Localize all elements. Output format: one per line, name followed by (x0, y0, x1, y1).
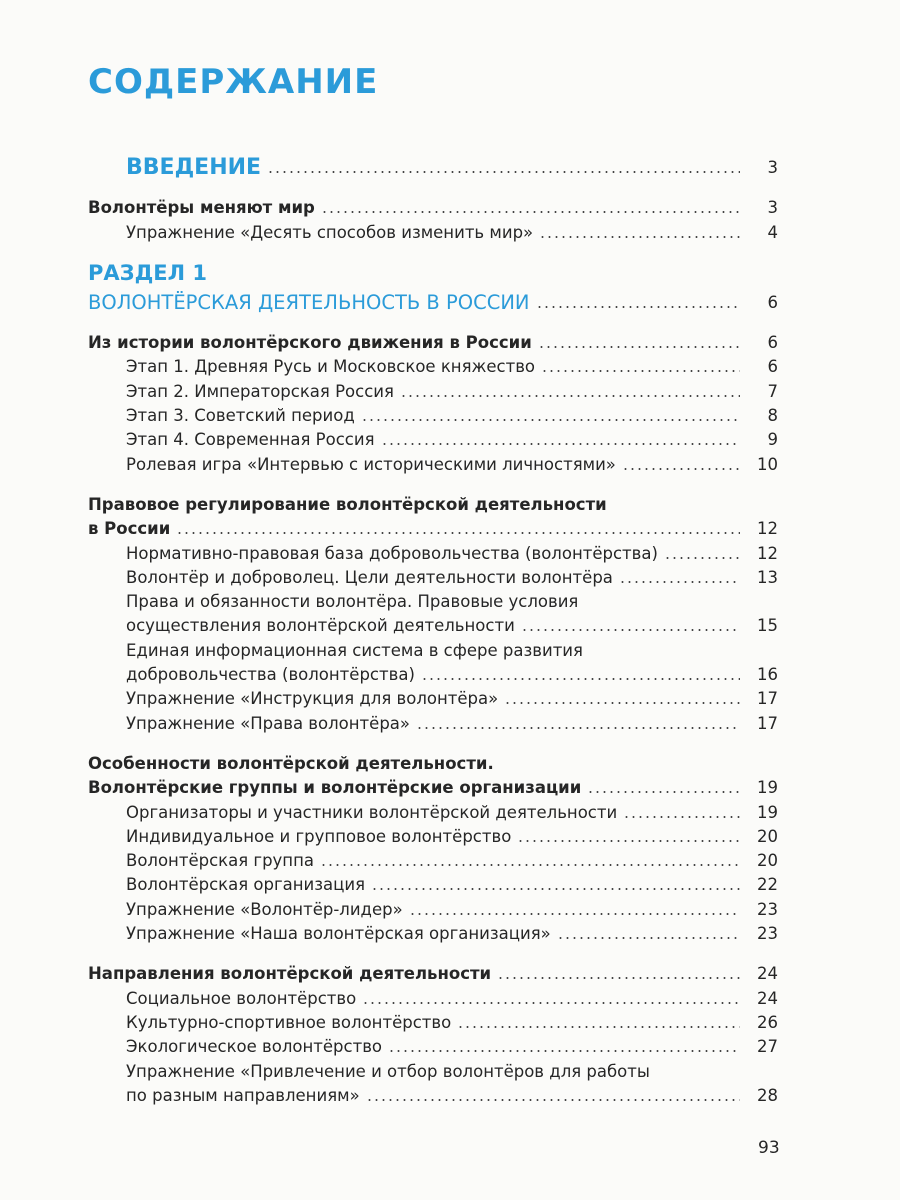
toc-entry-title: Культурно-спортивное волонтёрство (126, 1012, 452, 1032)
toc-entry-page: 17 (757, 713, 778, 733)
toc-entry (88, 614, 778, 638)
toc-entry (88, 379, 778, 403)
dot-leader (381, 442, 740, 446)
toc-entry-page: 7 (767, 381, 778, 401)
toc-entry (88, 1035, 778, 1059)
toc-entry-page: 27 (757, 1037, 778, 1057)
toc-entry (88, 1059, 778, 1083)
toc-entry-page: 28 (757, 1085, 778, 1105)
dot-leader (622, 467, 740, 471)
dot-leader (536, 305, 740, 309)
toc-entry (88, 404, 778, 428)
page-title: СОДЕРЖАНИЕ (88, 62, 379, 102)
toc-entry-title: Этап 1. Древняя Русь и Московское княжество (126, 357, 536, 377)
toc-entry-title: осуществления волонтёрской деятельности (126, 616, 515, 636)
toc-entry-title: РАЗДЕЛ 1 (88, 260, 207, 285)
toc-entry-title: Этап 4. Современная Россия (126, 430, 375, 450)
toc-entry-page: 20 (757, 851, 778, 871)
toc-entry (88, 986, 778, 1010)
toc-entry-title: в России (88, 519, 171, 539)
toc-entry-title: Волонтёр и доброволец. Цели деятельности волонтёра (126, 567, 613, 587)
toc-entry (88, 776, 778, 800)
toc-entry-page: 20 (757, 826, 778, 846)
dot-leader (400, 394, 740, 398)
toc-entry-page: 24 (757, 988, 778, 1008)
toc-entry-title: Волонтёрские группы и волонтёрские организации (88, 778, 582, 798)
toc-entry-title: Организаторы и участники волонтёрской деятельности (126, 802, 618, 822)
toc-entry-title: Права и обязанности волонтёра. Правовые условия (126, 592, 579, 612)
dot-leader (619, 580, 740, 584)
toc-entry (88, 590, 778, 614)
dot-leader (539, 235, 740, 239)
dot-leader (416, 726, 740, 730)
toc-entry-title: Правовое регулирование волонтёрской деятельности (88, 494, 607, 514)
toc-entry-title: Упражнение «Десять способов изменить мир» (126, 222, 534, 242)
dot-leader (409, 912, 740, 916)
dot-leader (517, 839, 740, 843)
toc-entry-title: Из истории волонтёрского движения в России (88, 333, 532, 353)
toc-entry (88, 517, 778, 541)
toc-entry (88, 285, 778, 315)
table-of-contents (88, 152, 778, 1108)
toc-entry (88, 452, 778, 476)
toc-entry-title: Единая информационная система в сфере развития (126, 640, 583, 660)
toc-entry (88, 711, 778, 735)
toc-entry (88, 849, 778, 873)
dot-leader (497, 976, 740, 980)
toc-entry-title: ВОЛОНТЁРСКАЯ ДЕЯТЕЛЬНОСТЬ В РОССИИ (88, 290, 530, 314)
toc-entry (88, 152, 778, 180)
dot-leader (320, 863, 740, 867)
dot-leader (457, 1025, 740, 1029)
toc-entry-page: 23 (757, 899, 778, 919)
toc-entry (88, 638, 778, 662)
dot-leader (421, 677, 740, 681)
toc-entry-page: 17 (757, 689, 778, 709)
dot-leader (362, 1001, 740, 1005)
dot-leader (504, 701, 740, 705)
toc-entry (88, 261, 778, 285)
dot-leader (623, 815, 740, 819)
toc-entry (88, 962, 778, 986)
toc-entry-title: Упражнение «Права волонтёра» (126, 713, 410, 733)
toc-entry-page: 3 (767, 198, 778, 218)
toc-entry (88, 331, 778, 355)
toc-entry-page: 9 (767, 430, 778, 450)
toc-entry-page: 6 (767, 357, 778, 377)
toc-entry-title: Этап 3. Советский период (126, 406, 355, 426)
toc-entry-page: 22 (757, 875, 778, 895)
toc-entry-title: Социальное волонтёрство (126, 988, 357, 1008)
dot-leader (361, 418, 740, 422)
toc-entry-page: 16 (757, 665, 778, 685)
toc-entry-page: 12 (757, 543, 778, 563)
toc-entry (88, 1084, 778, 1108)
toc-entry-page: 19 (757, 802, 778, 822)
dot-leader (176, 531, 740, 535)
page-number: 93 (758, 1138, 780, 1158)
toc-entry-page: 19 (757, 778, 778, 798)
toc-entry-page: 24 (757, 964, 778, 984)
toc-entry (88, 825, 778, 849)
dot-leader (557, 936, 740, 940)
toc-entry (88, 922, 778, 946)
toc-entry (88, 220, 778, 244)
toc-entry-title: Этап 2. Императорская Россия (126, 381, 394, 401)
toc-entry (88, 566, 778, 590)
toc-entry-title: добровольчества (волонтёрства) (126, 665, 415, 685)
dot-leader (541, 369, 740, 373)
toc-entry-title: Упражнение «Наша волонтёрская организация» (126, 924, 551, 944)
toc-entry-title: Нормативно-правовая база добровольчества (волонтёрства) (126, 543, 658, 563)
toc-entry-page: 6 (767, 333, 778, 353)
toc-entry (88, 752, 778, 776)
toc-entry-title: Волонтёрская организация (126, 875, 366, 895)
toc-entry-title: ВВЕДЕНИЕ (126, 155, 262, 180)
toc-entry-title: Экологическое волонтёрство (126, 1037, 383, 1057)
toc-entry (88, 428, 778, 452)
toc-entry (88, 897, 778, 921)
toc-entry-page: 15 (757, 616, 778, 636)
toc-entry-title: Волонтёры меняют мир (88, 198, 315, 218)
toc-entry (88, 493, 778, 517)
toc-entry-title: Упражнение «Привлечение и отбор волонтёров для работы (126, 1061, 650, 1081)
dot-leader (521, 628, 740, 632)
dot-leader (321, 210, 740, 214)
toc-entry-page: 3 (767, 158, 778, 177)
toc-entry (88, 800, 778, 824)
toc-entry-title: Упражнение «Инструкция для волонтёра» (126, 689, 499, 709)
dot-leader (538, 345, 740, 349)
dot-leader (366, 1098, 740, 1102)
dot-leader (388, 1049, 740, 1053)
toc-entry (88, 663, 778, 687)
toc-entry-title: Направления волонтёрской деятельности (88, 964, 492, 984)
toc-entry-page: 10 (757, 454, 778, 474)
dot-leader (587, 790, 740, 794)
dot-leader (664, 556, 740, 560)
toc-entry-page: 23 (757, 924, 778, 944)
toc-entry-title: Индивидуальное и групповое волонтёрство (126, 826, 512, 846)
toc-entry-page: 8 (767, 406, 778, 426)
toc-entry-page: 6 (767, 292, 778, 312)
toc-entry (88, 196, 778, 220)
toc-entry (88, 687, 778, 711)
toc-entry (88, 541, 778, 565)
toc-entry-title: по разным направлениям» (126, 1085, 360, 1105)
toc-entry-page: 12 (757, 519, 778, 539)
toc-entry-title: Ролевая игра «Интервью с историческими личностями» (126, 454, 616, 474)
toc-entry-title: Особенности волонтёрской деятельности. (88, 753, 494, 773)
toc-entry-page: 26 (757, 1012, 778, 1032)
toc-entry-title: Упражнение «Волонтёр-лидер» (126, 899, 403, 919)
toc-entry (88, 1011, 778, 1035)
toc-entry-page: 4 (767, 222, 778, 242)
toc-entry (88, 355, 778, 379)
toc-entry-title: Волонтёрская группа (126, 851, 314, 871)
dot-leader (267, 170, 740, 174)
toc-entry (88, 873, 778, 897)
toc-entry-page: 13 (757, 567, 778, 587)
dot-leader (371, 887, 740, 891)
